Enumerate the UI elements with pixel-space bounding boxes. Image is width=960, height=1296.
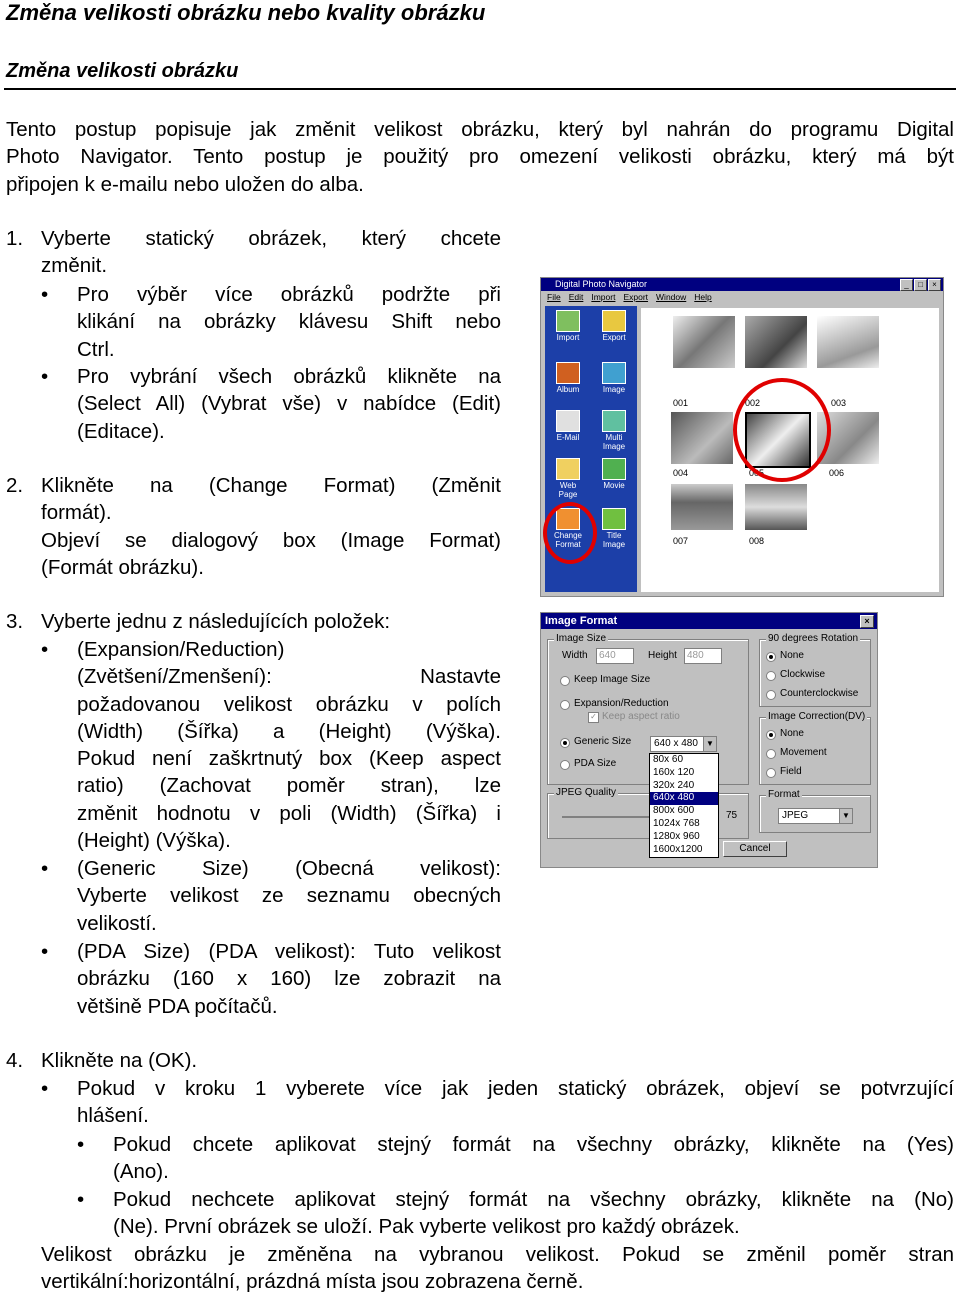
import-button[interactable]: [553, 310, 583, 342]
web-page-button[interactable]: [553, 458, 583, 499]
thumbnail-label: 006: [829, 468, 845, 478]
menu-help[interactable]: Help: [694, 292, 712, 302]
dialog-title: Image Format: [545, 615, 618, 627]
bullet-line: (Ano).: [113, 1160, 169, 1184]
export-icon: [602, 310, 626, 332]
bullet-line: Ctrl.: [77, 337, 115, 361]
bullet-line: (Zvětšení/Zmenšení): Nastavte: [77, 665, 501, 689]
window-title: Digital Photo Navigator: [555, 279, 648, 289]
pda-size-label: PDA Size: [574, 758, 617, 769]
step4-bullet: [77, 1075, 954, 1130]
step3-bullet: [77, 938, 501, 1020]
closing-line: Velikost obrázku je změněna na vybranou velikost. Pokud se změnil poměr stran: [41, 1243, 954, 1266]
bullet-line: • Pokud v kroku 1 vyberete více jak jeden statický obrázek, objeví se potvrzující: [77, 1077, 954, 1100]
thumbnail[interactable]: [671, 484, 733, 530]
keep-size-label: Keep Image Size: [574, 674, 651, 685]
combo-value: 640 x 480: [654, 738, 698, 749]
web-page-icon: [556, 458, 580, 480]
correction-group: [759, 711, 871, 785]
bullet-line: • Pro vybrání všech obrázků klikněte na: [77, 365, 501, 388]
section-title: Změna velikosti obrázku: [6, 60, 239, 82]
expansion-label: Expansion/Reduction: [574, 698, 669, 709]
menu-import[interactable]: Import: [591, 292, 616, 302]
tool-label: Change Format: [553, 531, 583, 549]
step4-line: Klikněte na (OK).: [41, 1049, 198, 1072]
format-combo[interactable]: [778, 808, 853, 824]
format-group: [759, 789, 871, 833]
toolbar-sidebar: [545, 306, 637, 592]
closing-paragraph: [41, 1241, 954, 1296]
title-image-button[interactable]: [599, 508, 629, 549]
close-icon[interactable]: ×: [860, 615, 874, 628]
thumbnail-label: 002: [745, 398, 761, 408]
step1-text: [41, 225, 501, 280]
height-label: Height: [648, 650, 677, 661]
menu-export[interactable]: Export: [623, 292, 649, 302]
bullet-line: požadovanou velikost obrázku v polích: [77, 692, 501, 716]
generic-size-radio[interactable]: [560, 738, 570, 748]
step-number: 2.: [6, 474, 24, 497]
intro-line: Tento postup popisuje jak změnit velikost obrázku, který byl nahrán do programu Digital: [6, 118, 954, 141]
window-titlebar: [541, 278, 943, 291]
rotation-option: Clockwise: [780, 669, 826, 680]
rotation-clockwise-radio[interactable]: [766, 671, 776, 681]
bullet-line: většině PDA počítačů.: [77, 994, 278, 1018]
step3-bullet: [77, 636, 501, 854]
rotation-none-radio[interactable]: [766, 652, 776, 662]
tool-label: Movie: [603, 481, 625, 490]
bullet-line: • (Expansion/Reduction): [77, 638, 285, 661]
album-icon: [556, 362, 580, 384]
bullet-line: změnit hodnotu v poli (Width) (Šířka) i: [77, 801, 501, 825]
group-label: 90 degrees Rotation: [768, 633, 859, 644]
height-field[interactable]: 480: [684, 648, 722, 664]
bullet-line: hlášení.: [77, 1104, 149, 1128]
multi-image-button[interactable]: [599, 410, 629, 451]
menu-bar: [541, 291, 943, 304]
bullet-line: • (PDA Size) (PDA velikost): Tuto velikost: [77, 940, 501, 963]
step1-bullet: [77, 363, 501, 445]
thumbnail[interactable]: [745, 484, 807, 530]
bullet-line: klikání na obrázky klávesu Shift nebo: [77, 310, 501, 334]
bullet-line: (Height) (Výška).: [77, 829, 231, 853]
thumbnail-label: 004: [673, 468, 689, 478]
step2-line: formát).: [41, 501, 112, 525]
tool-label: Title Image: [602, 531, 626, 549]
width-label: Width: [562, 650, 588, 661]
generic-size-label: Generic Size: [574, 736, 632, 747]
image-button[interactable]: [599, 362, 629, 394]
closing-line: vertikální:horizontální, prázdná místa jsou zobrazena černě.: [41, 1270, 584, 1294]
highlight-circle: [543, 502, 597, 564]
thumbnail-label: 005: [749, 468, 765, 478]
correction-option: None: [780, 728, 804, 739]
rotation-ccw-radio[interactable]: [766, 690, 776, 700]
step2-line: (Formát obrázku).: [41, 555, 204, 579]
correction-none-radio[interactable]: [766, 730, 776, 740]
step2-text: [41, 472, 501, 581]
tool-label: E-Mail: [556, 433, 580, 442]
bullet-line: (Width) (Šířka) a (Height) (Výška).: [77, 719, 501, 743]
dialog-titlebar: [541, 613, 877, 629]
album-button[interactable]: [553, 362, 583, 394]
combo-value: JPEG: [782, 810, 809, 821]
step4-subbullet: [113, 1131, 954, 1186]
size-option[interactable]: 80x 60: [653, 754, 684, 765]
image-format-dialog-screenshot: [540, 612, 878, 868]
correction-option: Movement: [780, 747, 827, 758]
generic-size-combo[interactable]: [650, 736, 717, 752]
size-dropdown-list: [649, 753, 719, 858]
import-icon: [556, 310, 580, 332]
size-option[interactable]: 160x 120: [653, 766, 695, 778]
step3-line: Vyberte jednu z následujících položek:: [41, 610, 391, 633]
step1-bullet: [77, 281, 501, 363]
group-label: Format: [768, 789, 800, 800]
step4-subbullet: [113, 1186, 954, 1241]
thumbnail[interactable]: [671, 412, 733, 464]
size-option[interactable]: 1024x 768: [653, 817, 700, 829]
title-rule: [4, 88, 956, 90]
size-option[interactable]: 1600x1200: [653, 843, 703, 855]
movie-icon: [602, 458, 626, 480]
bullet-line: • Pro výběr více obrázků podržte při: [77, 283, 501, 306]
tool-label: Image: [602, 385, 626, 394]
thumbnail-label: 008: [749, 536, 765, 546]
group-label: Image Size: [556, 633, 607, 644]
keep-aspect-label: Keep aspect ratio: [602, 711, 680, 722]
step-number: 3.: [6, 610, 24, 633]
multi-image-icon: [602, 410, 626, 432]
bullet-line: (Editace).: [77, 419, 165, 443]
title-image-icon: [602, 508, 626, 530]
width-field[interactable]: 640: [596, 648, 634, 664]
bullet-line: • (Generic Size) (Obecná velikost):: [77, 857, 501, 880]
step-number: 1.: [6, 227, 24, 250]
minimize-icon[interactable]: _: [900, 279, 913, 291]
chevron-down-icon[interactable]: ▼: [839, 809, 852, 823]
size-option[interactable]: 1280x 960: [653, 830, 700, 842]
menu-file[interactable]: File: [547, 292, 561, 302]
quality-value: 75: [726, 810, 738, 821]
bullet-line: • Pokud nechcete aplikovat stejný formát na všechny obrázky, klikněte na (No): [113, 1188, 954, 1211]
menu-window[interactable]: Window: [656, 292, 687, 302]
bullet-line: velikostí.: [77, 911, 157, 935]
bullet-line: (Ne). První obrázek se uloží. Pak vyberte velikost pro každý obrázek.: [113, 1215, 740, 1239]
bullet-line: ratio) (Zachovat poměr stran), lze: [77, 774, 501, 798]
rotation-option: None: [780, 650, 804, 661]
movie-button[interactable]: [599, 458, 629, 490]
tool-label: Multi Image: [602, 433, 626, 451]
size-option[interactable]: 800x 600: [653, 805, 695, 817]
step-number: 4.: [6, 1049, 24, 1072]
bullet-line: obrázku (160 x 160) lze zobrazit na: [77, 967, 501, 991]
maximize-icon[interactable]: □: [914, 279, 927, 291]
correction-movement-radio[interactable]: [766, 749, 776, 759]
menu-edit[interactable]: Edit: [568, 292, 584, 302]
page-title: Změna velikosti obrázku nebo kvality obrázku: [6, 0, 486, 25]
tool-label: Album: [556, 385, 580, 394]
expansion-radio[interactable]: [560, 700, 570, 710]
thumbnail[interactable]: [673, 316, 735, 368]
intro-line: Photo Navigator. Tento postup je použitý pro omezení velikosti obrázku, který má být: [6, 145, 954, 169]
rotation-option: Counterclockwise: [780, 688, 859, 699]
step1-line: Vyberte statický obrázek, který chcete: [41, 227, 501, 250]
export-button[interactable]: [599, 310, 629, 342]
group-label: JPEG Quality: [556, 787, 617, 798]
intro-paragraph: [6, 116, 954, 198]
pda-size-radio[interactable]: [560, 760, 570, 770]
size-option[interactable]: 320x 240: [653, 779, 695, 791]
cancel-button[interactable]: Cancel: [723, 841, 787, 857]
email-button[interactable]: [553, 410, 583, 442]
digital-photo-navigator-screenshot: [540, 277, 944, 597]
intro-line: připojen k e-mailu nebo uložen do alba.: [6, 172, 364, 196]
thumbnail[interactable]: [745, 316, 807, 368]
size-option-selected[interactable]: 640x 480: [650, 792, 718, 805]
thumbnail-label: 001: [673, 398, 689, 408]
thumbnail-label: 007: [673, 536, 689, 546]
bullet-line: • Pokud chcete aplikovat stejný formát na všechny obrázky, klikněte na (Yes): [113, 1133, 954, 1156]
bullet-line: Pokud není zaškrtnutý box (Keep aspect: [77, 747, 501, 771]
correction-field-radio[interactable]: [766, 768, 776, 778]
image-icon: [602, 362, 626, 384]
tool-label: Web Page: [558, 481, 578, 499]
step1-line: změnit.: [41, 254, 108, 278]
step3-bullet: [77, 855, 501, 937]
rotation-group: [759, 633, 871, 707]
step2-line: Klikněte na (Change Format) (Změnit: [41, 474, 501, 497]
highlight-circle: [733, 378, 831, 482]
keep-aspect-checkbox[interactable]: ✓: [588, 712, 599, 723]
tool-label: Import: [556, 333, 580, 342]
step2-line: Objeví se dialogový box (Image Format): [41, 528, 501, 552]
keep-size-radio[interactable]: [560, 676, 570, 686]
tool-label: Export: [602, 333, 626, 342]
thumbnail-label: 003: [831, 398, 847, 408]
close-icon[interactable]: ×: [928, 279, 941, 291]
bullet-line: Vyberte velikost ze seznamu obecných: [77, 884, 501, 908]
chevron-down-icon[interactable]: ▼: [703, 737, 716, 751]
thumbnail[interactable]: [817, 316, 879, 368]
bullet-line: (Select All) (Vybrat vše) v nabídce (Edit): [77, 392, 501, 416]
correction-option: Field: [780, 766, 802, 777]
thumbnail-area: [641, 308, 939, 592]
group-label: Image Correction(DV): [768, 711, 866, 722]
email-icon: [556, 410, 580, 432]
